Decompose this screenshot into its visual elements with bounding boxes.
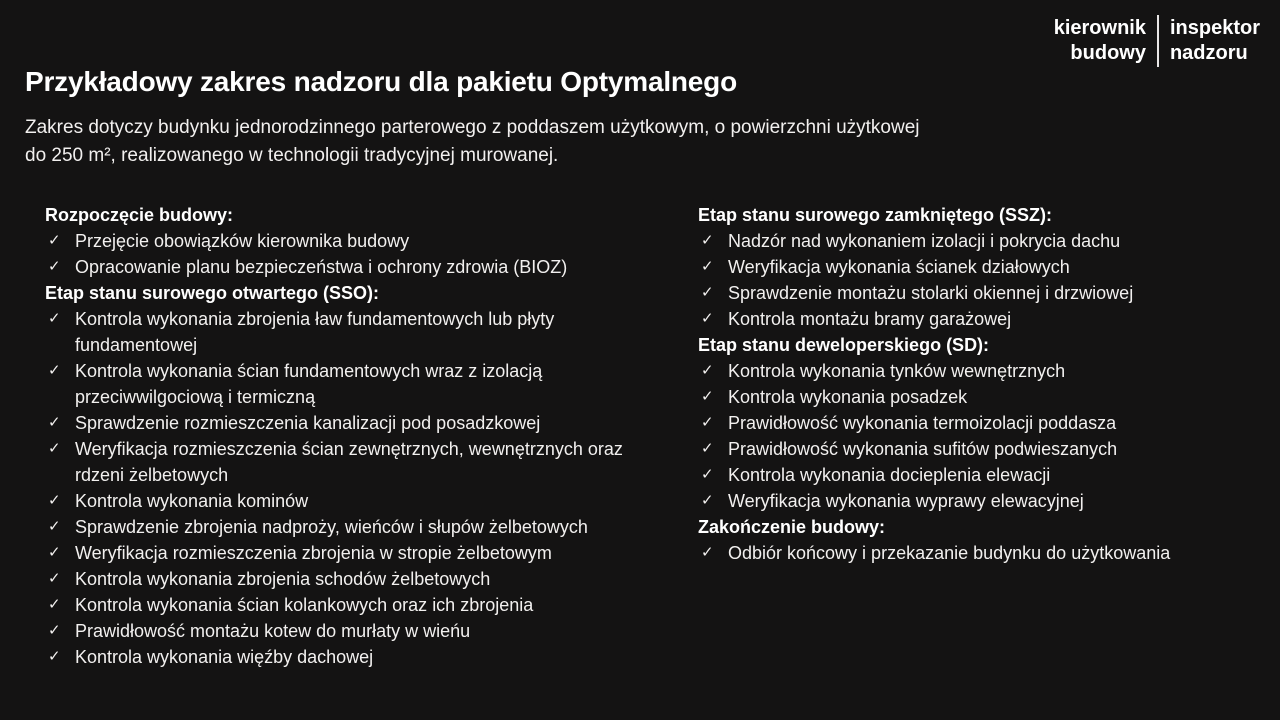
checklist-item — [45, 228, 670, 254]
checklist-item-text: Kontrola wykonania więźby dachowej — [75, 647, 374, 667]
checklist-item-text: Odbiór końcowy i przekazanie budynku do użytkowania — [728, 543, 1171, 563]
checklist-item-text: Kontrola wykonania tynków wewnętrznych — [728, 361, 1066, 381]
checkmark-icon: ✓ — [701, 466, 714, 483]
checklist-item — [45, 592, 670, 618]
checklist-item-text: Kontrola wykonania ścian kolankowych oraz ich zbrojenia — [75, 595, 534, 615]
logo-right-text — [1159, 16, 1260, 66]
checklist-column-left — [45, 202, 670, 670]
checklist-item-text: Weryfikacja wykonania wyprawy elewacyjnej — [728, 491, 1084, 511]
checklist-item-text: Prawidłowość montażu kotew do murłaty w wieńu — [75, 621, 471, 641]
section-heading: Rozpoczęcie budowy: — [45, 205, 234, 225]
checklist-item-text: Weryfikacja wykonania ścianek działowych — [728, 257, 1070, 277]
logo-right-line1: inspektor — [1169, 17, 1260, 39]
section-heading: Etap stanu deweloperskiego (SD): — [698, 335, 990, 355]
checkmark-icon: ✓ — [701, 544, 714, 561]
checkmark-icon: ✓ — [48, 492, 61, 509]
checklist-item — [45, 644, 670, 670]
checklist-item — [698, 488, 1258, 514]
checklist-item — [698, 254, 1258, 280]
checkmark-icon: ✓ — [48, 622, 61, 639]
checkmark-icon: ✓ — [48, 414, 61, 431]
checklist-item — [45, 254, 670, 280]
checklist-item — [45, 410, 670, 436]
section-heading: Etap stanu surowego zamkniętego (SSZ): — [698, 205, 1053, 225]
checklist-item-text: Sprawdzenie montażu stolarki okiennej i drzwiowej — [728, 283, 1134, 303]
checklist-item-text: Kontrola montażu bramy garażowej — [728, 309, 1012, 329]
checklist-item — [698, 280, 1258, 306]
checklist-item-text: Sprawdzenie zbrojenia nadproży, wieńców i słupów żelbetowych — [75, 517, 588, 537]
checkmark-icon: ✓ — [701, 492, 714, 509]
checkmark-icon: ✓ — [701, 440, 714, 457]
checkmark-icon: ✓ — [48, 518, 61, 535]
checkmark-icon: ✓ — [48, 596, 61, 613]
checkmark-icon: ✓ — [48, 544, 61, 561]
checklist-item-text: Kontrola wykonania kominów — [75, 491, 309, 511]
checklist-item-text: Kontrola wykonania zbrojenia schodów żelbetowych — [75, 569, 491, 589]
subtitle-line2: do 250 m², realizowanego w technologii tradycyjnej murowanej. — [25, 145, 559, 166]
checkmark-icon: ✓ — [701, 232, 714, 249]
checklist-column-right — [698, 202, 1258, 566]
checkmark-icon: ✓ — [701, 258, 714, 275]
subtitle-line1: Zakres dotyczy budynku jednorodzinnego parterowego z poddaszem użytkowym, o powierzchni użytkowej — [25, 117, 920, 138]
section-heading: Etap stanu surowego otwartego (SSO): — [45, 283, 380, 303]
checkmark-icon: ✓ — [48, 232, 61, 249]
logo-left-line2: budowy — [1070, 42, 1146, 64]
checklist-item-text: Weryfikacja rozmieszczenia zbrojenia w stropie żelbetowym — [75, 543, 552, 563]
checklist-item — [698, 462, 1258, 488]
page-title: Przykładowy zakres nadzoru dla pakietu Optymalnego — [25, 66, 737, 97]
checklist-item — [698, 540, 1258, 566]
checklist-item-text: Weryfikacja rozmieszczenia ścian zewnętrznych, wewnętrznych oraz rdzeni żelbetowych — [75, 439, 623, 485]
logo-left-line1: kierownik — [1053, 17, 1146, 39]
checkmark-icon: ✓ — [48, 362, 61, 379]
checklist-item — [698, 306, 1258, 332]
checklist-item — [45, 618, 670, 644]
checklist-item — [698, 436, 1258, 462]
section-heading: Zakończenie budowy: — [698, 517, 886, 537]
checklist-item-text: Kontrola wykonania posadzek — [728, 387, 968, 407]
checkmark-icon: ✓ — [48, 310, 61, 327]
checkmark-icon: ✓ — [48, 258, 61, 275]
checklist-item-text: Kontrola wykonania docieplenia elewacji — [728, 465, 1051, 485]
checkmark-icon: ✓ — [701, 362, 714, 379]
brand-logo — [1054, 15, 1260, 67]
checkmark-icon: ✓ — [48, 570, 61, 587]
logo-right-line2: nadzoru — [1169, 42, 1248, 64]
checklist-item-text: Nadzór nad wykonaniem izolacji i pokrycia dachu — [728, 231, 1121, 251]
checkmark-icon: ✓ — [701, 414, 714, 431]
page-subtitle — [25, 114, 920, 170]
checklist-item-text: Kontrola wykonania zbrojenia ław fundamentowych lub płyty fundamentowej — [75, 309, 555, 355]
checklist-item-text: Sprawdzenie rozmieszczenia kanalizacji pod posadzkowej — [75, 413, 541, 433]
checklist-item — [698, 228, 1258, 254]
checklist-item-text: Kontrola wykonania ścian fundamentowych wraz z izolacją przeciwwilgociową i termiczną — [75, 361, 543, 407]
checklist-item — [45, 436, 670, 488]
checklist-item — [45, 358, 670, 410]
checklist-item-text: Opracowanie planu bezpieczeństwa i ochrony zdrowia (BIOZ) — [75, 257, 568, 277]
checkmark-icon: ✓ — [701, 310, 714, 327]
checkmark-icon: ✓ — [48, 648, 61, 665]
checklist-item — [698, 384, 1258, 410]
checklist-item — [45, 488, 670, 514]
logo-left-text — [1054, 16, 1157, 66]
checklist-item — [45, 306, 670, 358]
checklist-item-text: Prawidłowość wykonania termoizolacji poddasza — [728, 413, 1117, 433]
checklist-item — [698, 410, 1258, 436]
checklist-item — [45, 540, 670, 566]
checklist-item-text: Prawidłowość wykonania sufitów podwieszanych — [728, 439, 1118, 459]
checkmark-icon: ✓ — [701, 388, 714, 405]
checklist-item — [45, 514, 670, 540]
checkmark-icon: ✓ — [701, 284, 714, 301]
checklist-item — [45, 566, 670, 592]
checklist-item-text: Przejęcie obowiązków kierownika budowy — [75, 231, 410, 251]
checkmark-icon: ✓ — [48, 440, 61, 457]
checklist-item — [698, 358, 1258, 384]
